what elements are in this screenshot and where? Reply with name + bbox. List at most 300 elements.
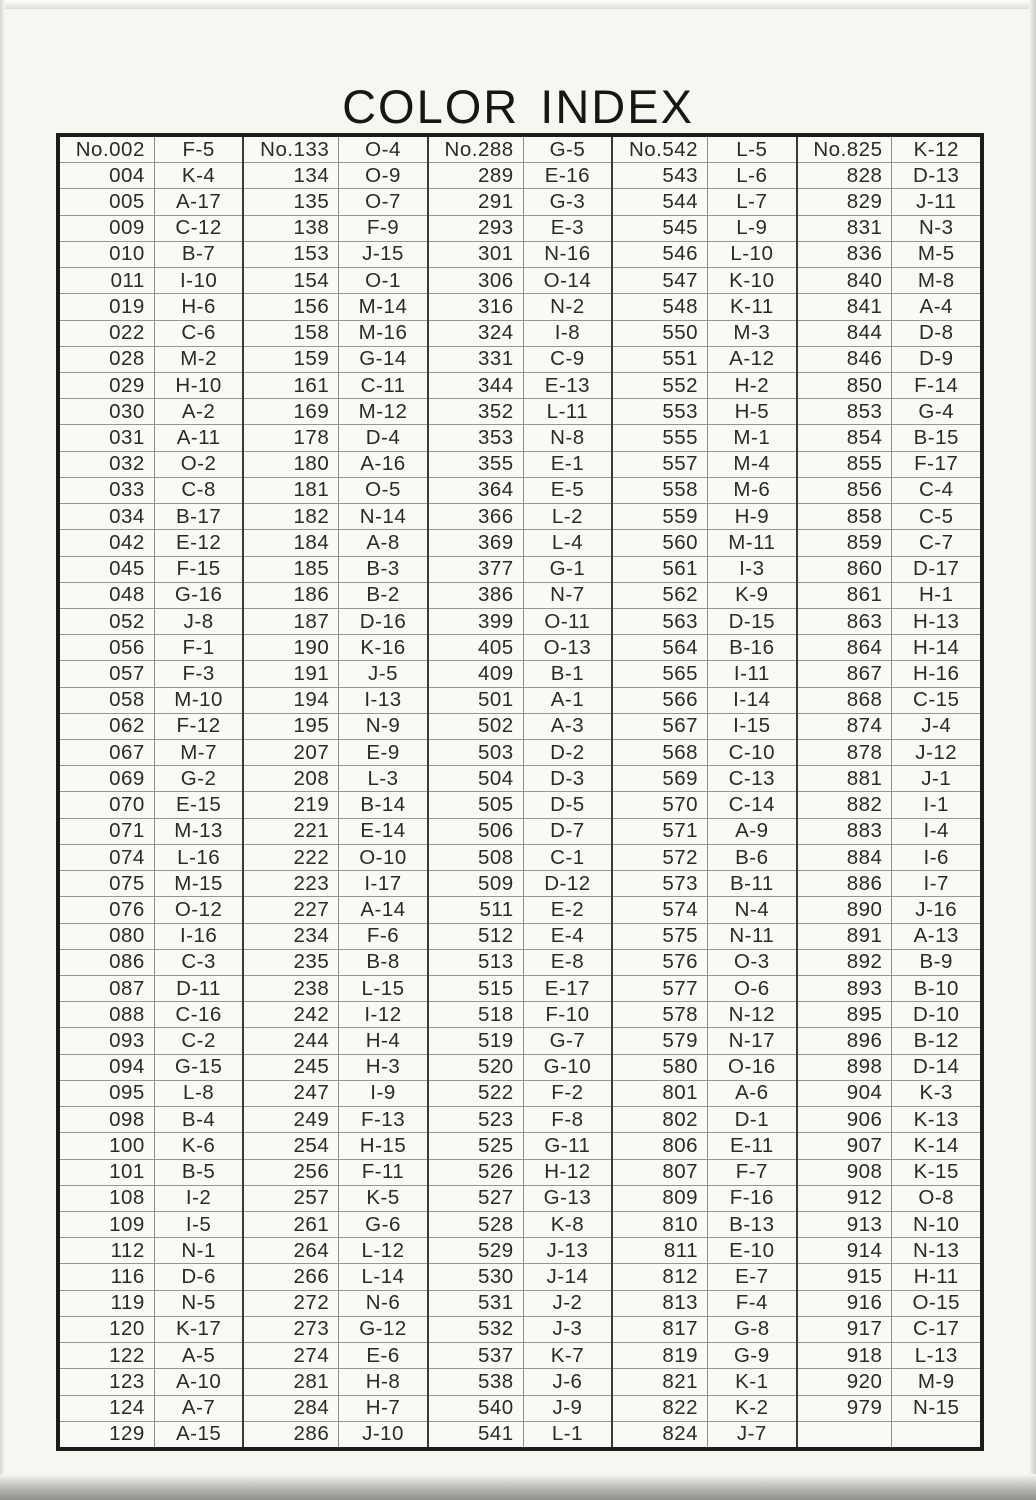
table-row bbox=[613, 765, 795, 791]
table-row bbox=[429, 582, 611, 608]
color-number-cell: No.133 bbox=[244, 137, 339, 162]
color-code-cell: F-11 bbox=[361, 1160, 405, 1184]
color-number-cell: 564 bbox=[613, 635, 708, 660]
color-number-cell: 074 bbox=[60, 845, 155, 870]
color-number-cell: 551 bbox=[613, 347, 708, 372]
table-row bbox=[244, 1054, 426, 1080]
color-code-cell: J-10 bbox=[362, 1422, 404, 1446]
color-code-cell: I-15 bbox=[733, 714, 771, 738]
color-code-cell: D-7 bbox=[550, 819, 585, 843]
color-code-cell: D-2 bbox=[550, 740, 585, 764]
table-row bbox=[613, 293, 795, 319]
table-row bbox=[244, 923, 426, 949]
page-title: COLOR INDEX bbox=[342, 80, 694, 134]
color-number-cell: 124 bbox=[60, 1396, 155, 1421]
color-number-cell: 562 bbox=[613, 583, 708, 608]
color-number-cell: 806 bbox=[613, 1133, 708, 1158]
color-code-cell: N-7 bbox=[550, 583, 585, 607]
color-number-cell: 567 bbox=[613, 714, 708, 739]
color-number-cell: 112 bbox=[60, 1238, 155, 1263]
color-code-cell: M-13 bbox=[174, 819, 223, 843]
color-number-cell: 907 bbox=[798, 1133, 893, 1158]
table-row bbox=[613, 608, 795, 634]
table-row bbox=[244, 188, 426, 214]
table-row bbox=[244, 739, 426, 765]
table-row bbox=[798, 398, 980, 424]
color-code-cell: B-15 bbox=[913, 426, 959, 450]
color-code-cell: B-12 bbox=[913, 1029, 959, 1053]
table-row bbox=[60, 582, 242, 608]
color-number-cell: 011 bbox=[60, 268, 155, 293]
table-row bbox=[613, 1054, 795, 1080]
table-row bbox=[244, 844, 426, 870]
color-number-cell: 156 bbox=[244, 294, 339, 319]
color-number-cell: 914 bbox=[798, 1238, 893, 1263]
color-number-cell: 286 bbox=[244, 1422, 339, 1447]
color-code-cell: O-5 bbox=[365, 478, 401, 502]
table-row bbox=[429, 1001, 611, 1027]
table-row bbox=[429, 687, 611, 713]
color-code-cell: G-14 bbox=[359, 347, 407, 371]
color-number-cell: 531 bbox=[429, 1291, 524, 1316]
color-number-cell: 042 bbox=[60, 530, 155, 555]
color-number-cell: 377 bbox=[429, 557, 524, 582]
color-number-cell: 863 bbox=[798, 609, 893, 634]
table-column-group bbox=[427, 137, 611, 1447]
table-row bbox=[244, 687, 426, 713]
color-code-cell: D-3 bbox=[550, 766, 585, 790]
color-code-cell: K-13 bbox=[913, 1107, 959, 1131]
table-row bbox=[244, 1027, 426, 1053]
table-row bbox=[429, 1211, 611, 1237]
color-number-cell: 829 bbox=[798, 189, 893, 214]
color-number-cell: 180 bbox=[244, 452, 339, 477]
color-number-cell: 846 bbox=[798, 347, 893, 372]
color-code-cell: N-2 bbox=[550, 294, 585, 318]
table-row bbox=[244, 582, 426, 608]
table-row bbox=[244, 241, 426, 267]
table-row bbox=[60, 372, 242, 398]
table-row bbox=[60, 660, 242, 686]
table-row bbox=[429, 818, 611, 844]
color-number-cell: 129 bbox=[60, 1422, 155, 1447]
table-row bbox=[244, 1211, 426, 1237]
color-code-cell: A-14 bbox=[360, 897, 406, 921]
color-code-cell: A-5 bbox=[181, 1343, 216, 1367]
table-row bbox=[613, 320, 795, 346]
color-code-cell: L-15 bbox=[361, 976, 405, 1000]
table-row bbox=[244, 137, 426, 162]
color-number-cell: 568 bbox=[613, 740, 708, 765]
color-code-cell: F-8 bbox=[551, 1107, 584, 1131]
color-number-cell: 505 bbox=[429, 792, 524, 817]
table-row bbox=[613, 424, 795, 450]
color-code-cell: O-8 bbox=[918, 1186, 955, 1210]
color-number-cell: 264 bbox=[244, 1238, 339, 1263]
table-row bbox=[60, 1185, 242, 1211]
table-row bbox=[244, 372, 426, 398]
color-number-cell: 071 bbox=[60, 819, 155, 844]
color-code-cell: E-17 bbox=[544, 976, 591, 1000]
table-row bbox=[244, 608, 426, 634]
color-number-cell: 913 bbox=[798, 1212, 893, 1237]
table-row bbox=[429, 1185, 611, 1211]
color-number-cell: 836 bbox=[798, 242, 893, 267]
color-number-cell: 522 bbox=[429, 1081, 524, 1106]
color-number-cell: 578 bbox=[613, 1002, 708, 1027]
color-number-cell: 558 bbox=[613, 478, 708, 503]
color-code-cell: K-17 bbox=[175, 1317, 222, 1341]
color-code-cell: A-3 bbox=[550, 714, 585, 738]
color-code-cell: F-12 bbox=[176, 714, 221, 738]
color-code-cell: J-16 bbox=[915, 897, 958, 921]
color-code-cell: C-13 bbox=[728, 766, 776, 790]
color-code-cell: H-2 bbox=[734, 373, 770, 397]
table-row bbox=[613, 1237, 795, 1263]
table-row bbox=[613, 477, 795, 503]
color-code-cell: I-1 bbox=[923, 793, 949, 817]
table-row bbox=[60, 608, 242, 634]
color-code-cell: O-11 bbox=[544, 609, 591, 633]
color-number-cell: 004 bbox=[60, 163, 155, 188]
color-number-cell: 009 bbox=[60, 216, 155, 241]
color-number-cell: 528 bbox=[429, 1212, 524, 1237]
color-code-cell: F-14 bbox=[914, 373, 959, 397]
color-code-cell: N-5 bbox=[181, 1291, 216, 1315]
color-code-cell: I-9 bbox=[370, 1081, 396, 1105]
table-row bbox=[429, 477, 611, 503]
color-number-cell: 185 bbox=[244, 557, 339, 582]
color-code-cell: B-13 bbox=[729, 1212, 775, 1236]
color-code-cell: I-12 bbox=[364, 1002, 402, 1026]
table-row bbox=[798, 1185, 980, 1211]
color-code-cell: B-2 bbox=[366, 583, 400, 607]
color-code-cell: K-6 bbox=[181, 1133, 216, 1157]
table-row bbox=[244, 634, 426, 660]
table-row bbox=[798, 451, 980, 477]
color-number-cell: 399 bbox=[429, 609, 524, 634]
color-code-cell: E-11 bbox=[729, 1133, 774, 1157]
color-code-cell: H-14 bbox=[913, 635, 960, 659]
color-number-cell: 235 bbox=[244, 950, 339, 975]
color-number-cell: 254 bbox=[244, 1133, 339, 1158]
color-number-cell: 571 bbox=[613, 819, 708, 844]
color-number-cell: 855 bbox=[798, 452, 893, 477]
color-code-cell: B-6 bbox=[735, 845, 769, 869]
color-code-cell: L-3 bbox=[367, 766, 399, 790]
table-row bbox=[244, 1132, 426, 1158]
table-row bbox=[613, 137, 795, 162]
color-number-cell: 882 bbox=[798, 792, 893, 817]
color-code-cell: G-4 bbox=[918, 399, 955, 423]
color-number-cell: 194 bbox=[244, 688, 339, 713]
table-row bbox=[613, 739, 795, 765]
table-row bbox=[613, 949, 795, 975]
table-row bbox=[60, 162, 242, 188]
color-code-cell: O-10 bbox=[359, 845, 407, 869]
color-number-cell: 208 bbox=[244, 766, 339, 791]
color-number-cell: 512 bbox=[429, 924, 524, 949]
color-code-cell: O-14 bbox=[543, 268, 592, 292]
table-row bbox=[798, 896, 980, 922]
color-code-cell: N-3 bbox=[918, 216, 954, 240]
color-number-cell: 306 bbox=[429, 268, 524, 293]
color-code-cell: H-6 bbox=[181, 294, 216, 318]
table-row bbox=[798, 818, 980, 844]
table-column-group bbox=[60, 137, 242, 1447]
color-number-cell: 095 bbox=[60, 1081, 155, 1106]
table-row bbox=[60, 1106, 242, 1132]
color-number-cell: 238 bbox=[244, 976, 339, 1001]
table-row bbox=[613, 1132, 795, 1158]
color-code-cell: M-14 bbox=[358, 294, 408, 318]
color-code-cell: B-10 bbox=[913, 976, 959, 1000]
table-row bbox=[613, 870, 795, 896]
table-row bbox=[798, 1368, 980, 1394]
color-number-cell: 075 bbox=[60, 871, 155, 896]
table-row bbox=[60, 713, 242, 739]
color-code-cell: B-4 bbox=[181, 1107, 216, 1131]
color-code-cell: B-17 bbox=[175, 504, 222, 528]
color-number-cell: 566 bbox=[613, 688, 708, 713]
color-code-cell: K-10 bbox=[729, 268, 775, 292]
table-row bbox=[244, 1263, 426, 1289]
color-code-cell: K-8 bbox=[550, 1212, 585, 1236]
color-code-cell: I-6 bbox=[923, 845, 949, 869]
color-number-cell: 033 bbox=[60, 478, 155, 503]
color-number-cell: 917 bbox=[798, 1317, 893, 1342]
color-number-cell: No.825 bbox=[798, 137, 893, 162]
color-number-cell: 841 bbox=[798, 294, 893, 319]
color-number-cell: 273 bbox=[244, 1317, 339, 1342]
color-number-cell: 272 bbox=[244, 1291, 339, 1316]
color-number-cell: 274 bbox=[244, 1343, 339, 1368]
color-code-cell: N-13 bbox=[913, 1238, 960, 1262]
color-code-cell: D-5 bbox=[550, 793, 585, 817]
table-row bbox=[798, 424, 980, 450]
table-row bbox=[798, 1132, 980, 1158]
color-number-cell: 559 bbox=[613, 504, 708, 529]
color-code-cell: G-3 bbox=[549, 190, 586, 214]
table-row bbox=[798, 477, 980, 503]
table-row bbox=[613, 660, 795, 686]
table-row bbox=[60, 818, 242, 844]
color-code-cell: H-4 bbox=[365, 1029, 401, 1053]
color-code-cell: L-6 bbox=[736, 163, 768, 187]
color-number-cell: 813 bbox=[613, 1291, 708, 1316]
color-code-cell: K-7 bbox=[550, 1343, 585, 1367]
table-column-group bbox=[242, 137, 426, 1447]
color-number-cell: 154 bbox=[244, 268, 339, 293]
table-row bbox=[798, 1290, 980, 1316]
table-row bbox=[429, 660, 611, 686]
table-row bbox=[60, 870, 242, 896]
color-code-cell: C-1 bbox=[550, 845, 585, 869]
color-number-cell: 181 bbox=[244, 478, 339, 503]
color-code-cell: J-12 bbox=[915, 740, 958, 764]
table-row bbox=[244, 870, 426, 896]
table-row bbox=[613, 975, 795, 1001]
color-number-cell: 561 bbox=[613, 557, 708, 582]
table-row bbox=[613, 1342, 795, 1368]
color-number-cell: 123 bbox=[60, 1369, 155, 1394]
table-row bbox=[429, 556, 611, 582]
color-code-cell: C-17 bbox=[913, 1317, 960, 1341]
color-code-cell: O-2 bbox=[180, 452, 217, 476]
table-row bbox=[798, 687, 980, 713]
color-code-cell: M-7 bbox=[180, 740, 218, 764]
color-number-cell: 291 bbox=[429, 189, 524, 214]
table-row bbox=[60, 687, 242, 713]
color-code-cell: A-6 bbox=[735, 1081, 769, 1105]
table-row bbox=[798, 634, 980, 660]
color-number-cell: 864 bbox=[798, 635, 893, 660]
table-row bbox=[429, 1159, 611, 1185]
color-number-cell: 028 bbox=[60, 347, 155, 372]
table-row bbox=[613, 1027, 795, 1053]
color-code-cell: N-14 bbox=[359, 504, 407, 528]
color-number-cell: 364 bbox=[429, 478, 524, 503]
table-row bbox=[613, 1080, 795, 1106]
color-number-cell: 070 bbox=[60, 792, 155, 817]
scan-edge-top bbox=[0, 0, 1036, 9]
color-code-cell: G-16 bbox=[174, 583, 223, 607]
table-row bbox=[429, 451, 611, 477]
table-row bbox=[798, 739, 980, 765]
table-row bbox=[60, 765, 242, 791]
color-code-cell: L-2 bbox=[551, 504, 583, 528]
table-row bbox=[429, 1132, 611, 1158]
color-code-cell: A-8 bbox=[366, 530, 400, 554]
color-code-cell: O-16 bbox=[728, 1055, 776, 1079]
color-code-cell: D-12 bbox=[544, 871, 591, 895]
table-row bbox=[244, 267, 426, 293]
color-number-cell: 550 bbox=[613, 321, 708, 346]
table-row bbox=[429, 424, 611, 450]
color-number-cell: 821 bbox=[613, 1369, 708, 1394]
table-row bbox=[613, 1316, 795, 1342]
table-row bbox=[613, 372, 795, 398]
color-number-cell: No.002 bbox=[60, 137, 155, 162]
color-number-cell: 807 bbox=[613, 1160, 708, 1185]
color-code-cell: B-11 bbox=[729, 871, 774, 895]
table-row bbox=[429, 529, 611, 555]
color-number-cell: 266 bbox=[244, 1264, 339, 1289]
color-number-cell: 543 bbox=[613, 163, 708, 188]
color-code-cell: H-12 bbox=[544, 1160, 591, 1184]
color-code-cell bbox=[892, 1422, 980, 1447]
table-row bbox=[613, 713, 795, 739]
table-row bbox=[244, 791, 426, 817]
table-row bbox=[798, 556, 980, 582]
table-row bbox=[798, 1421, 980, 1447]
table-row bbox=[429, 372, 611, 398]
table-column-group bbox=[611, 137, 795, 1447]
color-code-cell: K-3 bbox=[919, 1081, 953, 1105]
color-code-cell: M-5 bbox=[917, 242, 955, 266]
color-number-cell: 234 bbox=[244, 924, 339, 949]
color-number-cell: 094 bbox=[60, 1055, 155, 1080]
table-row bbox=[60, 949, 242, 975]
color-code-cell: I-10 bbox=[179, 268, 218, 292]
table-row bbox=[60, 1263, 242, 1289]
table-row bbox=[613, 634, 795, 660]
table-row bbox=[798, 293, 980, 319]
color-number-cell: 409 bbox=[429, 661, 524, 686]
color-number-cell: 553 bbox=[613, 399, 708, 424]
color-code-cell: M-6 bbox=[733, 478, 771, 502]
color-number-cell: 874 bbox=[798, 714, 893, 739]
table-row bbox=[60, 1342, 242, 1368]
table-row bbox=[798, 1027, 980, 1053]
color-code-cell: J-15 bbox=[362, 242, 404, 266]
table-row bbox=[244, 896, 426, 922]
table-row bbox=[60, 1211, 242, 1237]
color-number-cell: 019 bbox=[60, 294, 155, 319]
color-number-cell: 886 bbox=[798, 871, 893, 896]
table-row bbox=[429, 241, 611, 267]
table-row bbox=[244, 451, 426, 477]
color-code-cell: C-12 bbox=[175, 216, 222, 240]
table-row bbox=[613, 451, 795, 477]
color-number-cell: 195 bbox=[244, 714, 339, 739]
color-code-cell: L-16 bbox=[177, 845, 221, 869]
color-code-cell: J-8 bbox=[183, 609, 214, 633]
table-row bbox=[244, 713, 426, 739]
color-code-cell: B-16 bbox=[729, 635, 775, 659]
table-row bbox=[613, 844, 795, 870]
color-code-cell: F-10 bbox=[545, 1002, 590, 1026]
color-number-cell: 088 bbox=[60, 1002, 155, 1027]
color-number-cell: 854 bbox=[798, 425, 893, 450]
color-number-cell: 858 bbox=[798, 504, 893, 529]
color-code-cell: M-12 bbox=[358, 399, 408, 423]
table-row bbox=[429, 1106, 611, 1132]
table-row bbox=[613, 556, 795, 582]
table-row bbox=[60, 844, 242, 870]
color-code-cell: A-1 bbox=[550, 688, 585, 712]
color-code-cell: B-1 bbox=[550, 661, 585, 685]
color-number-cell: 824 bbox=[613, 1422, 708, 1447]
table-row bbox=[613, 1290, 795, 1316]
table-row bbox=[429, 975, 611, 1001]
table-row bbox=[244, 398, 426, 424]
color-number-cell: 122 bbox=[60, 1343, 155, 1368]
color-number-cell: 896 bbox=[798, 1028, 893, 1053]
table-row bbox=[60, 923, 242, 949]
color-code-cell: F-4 bbox=[735, 1291, 768, 1315]
table-row bbox=[429, 1368, 611, 1394]
table-row bbox=[429, 137, 611, 162]
table-row bbox=[429, 923, 611, 949]
table-row bbox=[60, 1159, 242, 1185]
color-code-cell: H-8 bbox=[365, 1369, 401, 1393]
color-number-cell: 840 bbox=[798, 268, 893, 293]
color-number-cell: 506 bbox=[429, 819, 524, 844]
color-number-cell: 101 bbox=[60, 1160, 155, 1185]
table-row bbox=[429, 1290, 611, 1316]
table-row bbox=[60, 1001, 242, 1027]
color-code-cell: J-1 bbox=[921, 766, 952, 790]
table-row bbox=[613, 1159, 795, 1185]
color-number-cell: 867 bbox=[798, 661, 893, 686]
color-number-cell: 159 bbox=[244, 347, 339, 372]
table-row bbox=[60, 346, 242, 372]
color-code-cell: E-12 bbox=[175, 530, 222, 554]
color-code-cell: O-3 bbox=[733, 950, 770, 974]
color-code-cell: C-15 bbox=[913, 688, 960, 712]
color-code-cell: N-11 bbox=[729, 924, 775, 948]
